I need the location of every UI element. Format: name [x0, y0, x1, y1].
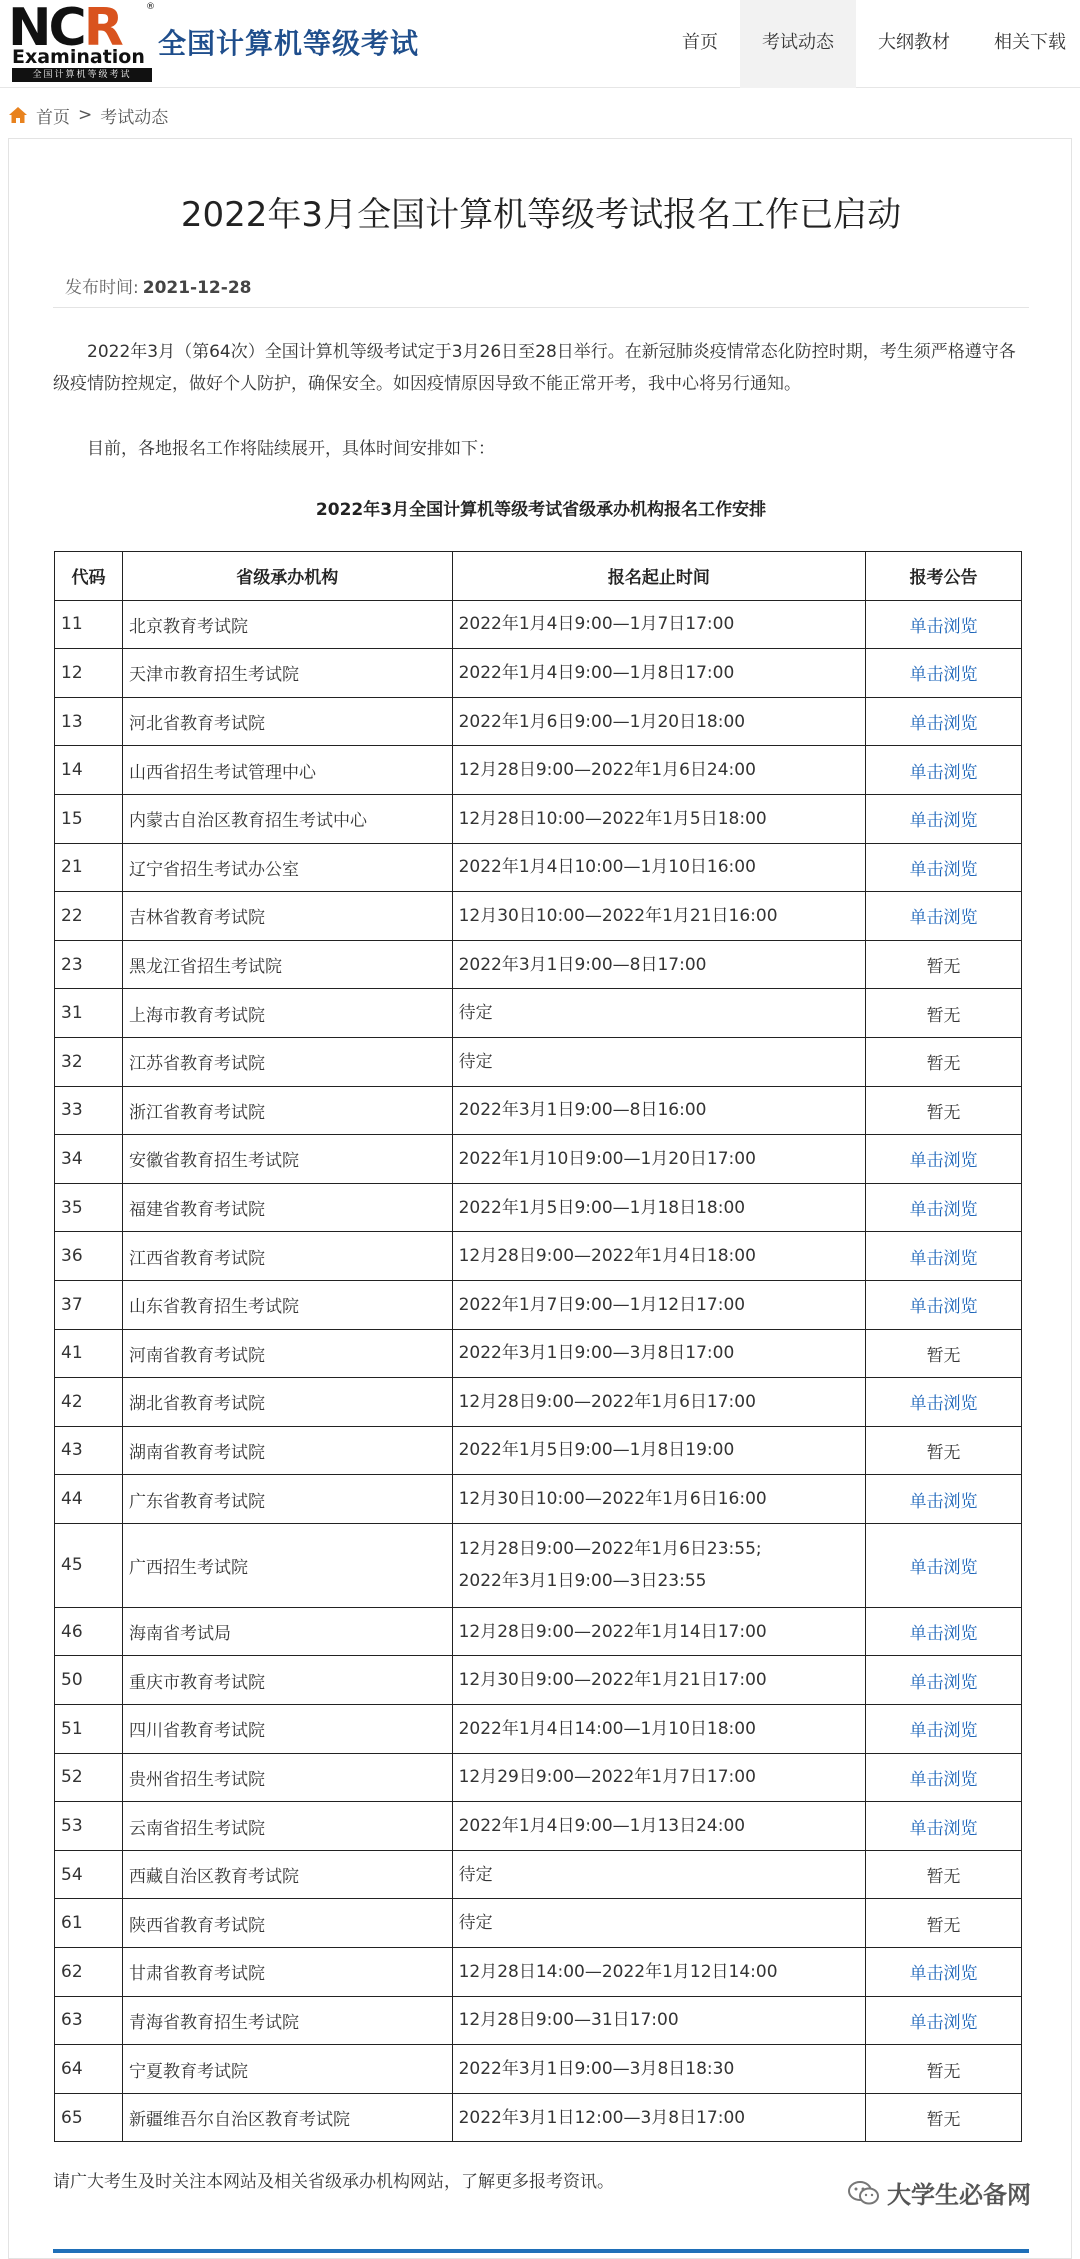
cell-time-line: 12月29日9:00—2022年1月7日17:00	[458, 1767, 756, 1788]
table-row	[55, 794, 1022, 843]
table-row	[55, 697, 1022, 746]
cell-announcement	[866, 989, 1022, 1038]
title-divider	[53, 307, 1029, 308]
site-title[interactable]: 全国计算机等级考试	[158, 27, 420, 60]
no-announcement-text: 暂无	[926, 1867, 961, 1888]
no-announcement-text: 暂无	[926, 957, 961, 978]
breadcrumb	[8, 100, 168, 130]
cell-code: 36	[55, 1232, 123, 1281]
view-announcement-link[interactable]: 单击浏览	[909, 811, 978, 832]
cell-code: 44	[55, 1475, 123, 1524]
cell-time-line: 2022年3月1日9:00—8日17:00	[458, 954, 707, 975]
cell-time-line: 2022年1月4日9:00—1月7日17:00	[458, 614, 735, 635]
table-row	[55, 1899, 1022, 1948]
table-row	[55, 843, 1022, 892]
no-announcement-text: 暂无	[926, 1915, 961, 1936]
publish-label: 发布时间:	[65, 278, 139, 298]
table-row	[55, 1753, 1022, 1802]
cell-code: 52	[55, 1753, 123, 1802]
cell-announcement	[866, 1329, 1022, 1378]
cell-time	[452, 892, 866, 941]
cell-time	[452, 940, 866, 989]
cell-org: 福建省教育考试院	[122, 1183, 452, 1232]
cell-org: 青海省教育招生考试院	[122, 1996, 452, 2045]
cell-org: 辽宁省招生考试办公室	[122, 843, 452, 892]
cell-announcement	[866, 1753, 1022, 1802]
cell-org: 内蒙古自治区教育招生考试中心	[122, 794, 452, 843]
cell-time-line: 待定	[458, 1864, 493, 1885]
cell-time-line: 12月28日10:00—2022年1月5日18:00	[458, 808, 767, 829]
cell-time-line: 2022年1月4日9:00—1月8日17:00	[458, 662, 735, 683]
cell-time-line: 2022年1月4日10:00—1月10日16:00	[458, 857, 756, 878]
table-row	[55, 649, 1022, 698]
cell-code: 62	[55, 1948, 123, 1997]
cell-time-line: 2022年3月1日9:00—8日16:00	[458, 1100, 707, 1121]
cell-time	[452, 1996, 866, 2045]
cell-time	[452, 1135, 866, 1184]
view-announcement-link[interactable]: 单击浏览	[909, 908, 978, 929]
cell-announcement	[866, 1426, 1022, 1475]
view-announcement-link[interactable]: 单击浏览	[909, 1672, 978, 1693]
header-code: 代码	[55, 552, 123, 601]
view-announcement-link[interactable]: 单击浏览	[909, 762, 978, 783]
cell-announcement	[866, 1607, 1022, 1656]
cell-code: 15	[55, 794, 123, 843]
table-body	[55, 600, 1022, 2142]
cell-time-line: 12月28日9:00—2022年1月6日24:00	[458, 760, 756, 781]
view-announcement-link[interactable]: 单击浏览	[909, 1200, 978, 1221]
cell-time	[452, 1899, 866, 1948]
cell-announcement	[866, 843, 1022, 892]
cell-time	[452, 843, 866, 892]
cell-org: 西藏自治区教育考试院	[122, 1850, 452, 1899]
view-announcement-link[interactable]: 单击浏览	[909, 1297, 978, 1318]
table-row	[55, 1475, 1022, 1524]
cell-time-line: 待定	[458, 1913, 493, 1934]
breadcrumb-separator: >	[78, 105, 93, 125]
site-header	[0, 0, 1080, 88]
cell-org: 安徽省教育招生考试院	[122, 1135, 452, 1184]
no-announcement-text: 暂无	[926, 1102, 961, 1123]
cell-announcement	[866, 794, 1022, 843]
no-announcement-text: 暂无	[926, 2110, 961, 2131]
cell-announcement	[866, 1378, 1022, 1427]
cell-time-line: 12月30日10:00—2022年1月6日16:00	[458, 1489, 767, 1510]
table-row	[55, 1135, 1022, 1184]
cell-code: 50	[55, 1656, 123, 1705]
cell-org: 山东省教育招生考试院	[122, 1280, 452, 1329]
nav-item-syllabus[interactable]: 大纲教材	[878, 32, 950, 53]
table-row	[55, 1705, 1022, 1754]
cell-time	[452, 1037, 866, 1086]
nav-item-home[interactable]: 首页	[682, 32, 718, 53]
cell-time-line: 2022年1月6日9:00—1月20日18:00	[458, 711, 746, 732]
table-row	[55, 940, 1022, 989]
cell-time-line: 12月28日9:00—2022年1月6日23:55;	[458, 1539, 762, 1560]
cell-code: 65	[55, 2093, 123, 2142]
cell-org: 吉林省教育考试院	[122, 892, 452, 941]
cell-code: 64	[55, 2045, 123, 2094]
cell-time-line: 12月28日9:00—31日17:00	[458, 2010, 679, 2031]
article-card	[8, 138, 1072, 2259]
main-nav	[660, 0, 1080, 88]
table-row	[55, 892, 1022, 941]
view-announcement-link[interactable]: 单击浏览	[909, 1394, 978, 1415]
cell-time	[452, 1850, 866, 1899]
cell-code: 41	[55, 1329, 123, 1378]
cell-time-line: 12月28日9:00—2022年1月6日17:00	[458, 1391, 756, 1412]
cell-time	[452, 1232, 866, 1281]
cell-announcement	[866, 2045, 1022, 2094]
cell-org: 江苏省教育考试院	[122, 1037, 452, 1086]
cell-time	[452, 1280, 866, 1329]
view-announcement-link[interactable]: 单击浏览	[909, 1151, 978, 1172]
cell-time	[452, 1607, 866, 1656]
cell-org: 湖南省教育考试院	[122, 1426, 452, 1475]
view-announcement-link[interactable]: 单击浏览	[909, 1557, 978, 1578]
cell-org: 浙江省教育考试院	[122, 1086, 452, 1135]
cell-time	[452, 1426, 866, 1475]
cell-time	[452, 1329, 866, 1378]
cell-code: 13	[55, 697, 123, 746]
table-row	[55, 1607, 1022, 1656]
no-announcement-text: 暂无	[926, 1442, 961, 1463]
cell-code: 61	[55, 1899, 123, 1948]
cell-code: 51	[55, 1705, 123, 1754]
table-row	[55, 1802, 1022, 1851]
ncre-logo[interactable]	[8, 0, 155, 82]
cell-org: 重庆市教育考试院	[122, 1656, 452, 1705]
cell-org: 海南省考试局	[122, 1607, 452, 1656]
publish-meta	[65, 273, 251, 298]
table-row	[55, 2093, 1022, 2142]
cell-org: 天津市教育招生考试院	[122, 649, 452, 698]
cell-code: 54	[55, 1850, 123, 1899]
cell-time	[452, 2093, 866, 2142]
cell-code: 43	[55, 1426, 123, 1475]
wechat-watermark	[847, 2175, 1031, 2210]
table-row	[55, 1426, 1022, 1475]
breadcrumb-home-link[interactable]: 首页	[36, 107, 70, 128]
cell-org: 黑龙江省招生考试院	[122, 940, 452, 989]
cell-org: 广东省教育考试院	[122, 1475, 452, 1524]
cell-code: 34	[55, 1135, 123, 1184]
cell-time-line: 2022年1月7日9:00—1月12日17:00	[458, 1294, 746, 1315]
cell-org: 江西省教育考试院	[122, 1232, 452, 1281]
cell-time-line: 待定	[458, 1003, 493, 1024]
cell-org: 山西省招生考试管理中心	[122, 746, 452, 795]
view-announcement-link[interactable]: 单击浏览	[909, 1964, 978, 1985]
cell-time	[452, 1656, 866, 1705]
footer-note: 请广大考生及时关注本网站及相关省级承办机构网站，了解更多报考资讯。	[53, 2172, 614, 2192]
cell-org: 广西招生考试院	[122, 1523, 452, 1607]
table-title: 2022年3月全国计算机等级考试省级承办机构报名工作安排	[315, 500, 767, 520]
cell-time	[452, 2045, 866, 2094]
cell-code: 22	[55, 892, 123, 941]
no-announcement-text: 暂无	[926, 1345, 961, 1366]
table-row	[55, 1329, 1022, 1378]
cell-code: 45	[55, 1523, 123, 1607]
table-row	[55, 746, 1022, 795]
publish-date: 2021-12-28	[142, 278, 252, 298]
cell-org: 湖北省教育考试院	[122, 1378, 452, 1427]
cell-code: 23	[55, 940, 123, 989]
cell-announcement	[866, 892, 1022, 941]
cell-time-line: 2022年3月1日9:00—3日23:55	[458, 1571, 707, 1592]
cell-announcement	[866, 1656, 1022, 1705]
cell-code: 35	[55, 1183, 123, 1232]
table-row	[55, 1037, 1022, 1086]
cell-org: 河南省教育考试院	[122, 1329, 452, 1378]
cell-code: 21	[55, 843, 123, 892]
cell-announcement	[866, 1183, 1022, 1232]
no-announcement-text: 暂无	[926, 1005, 961, 1026]
view-announcement-link[interactable]: 单击浏览	[909, 665, 978, 686]
cell-time	[452, 649, 866, 698]
cell-time-line: 2022年1月5日9:00—1月18日18:00	[458, 1197, 746, 1218]
cell-time-line: 12月28日9:00—2022年1月4日18:00	[458, 1246, 756, 1267]
cell-code: 42	[55, 1378, 123, 1427]
view-announcement-link[interactable]: 单击浏览	[909, 1624, 978, 1645]
cell-code: 33	[55, 1086, 123, 1135]
logo-registered-mark: ®	[146, 2, 155, 12]
cell-time	[452, 1378, 866, 1427]
cell-announcement	[866, 2093, 1022, 2142]
table-row	[55, 1280, 1022, 1329]
cell-time-line: 2022年3月1日12:00—3月8日17:00	[458, 2107, 746, 2128]
view-announcement-link[interactable]: 单击浏览	[909, 859, 978, 880]
cell-org: 陕西省教育考试院	[122, 1899, 452, 1948]
registration-table	[54, 551, 1022, 2142]
watermark-text: 大学生必备网	[887, 2181, 1031, 2209]
cell-code: 32	[55, 1037, 123, 1086]
cell-time-line: 12月30日10:00—2022年1月21日16:00	[458, 905, 778, 926]
view-announcement-link[interactable]: 单击浏览	[909, 616, 978, 637]
cell-time	[452, 1475, 866, 1524]
table-row	[55, 1378, 1022, 1427]
cell-code: 37	[55, 1280, 123, 1329]
cell-time	[452, 1523, 866, 1607]
cell-time-line: 2022年3月1日9:00—3月8日18:30	[458, 2059, 735, 2080]
wechat-icon	[847, 2179, 881, 2207]
cell-org: 贵州省招生考试院	[122, 1753, 452, 1802]
schedule-paragraph: 目前，各地报名工作将陆续展开，具体时间安排如下：	[87, 439, 495, 459]
cell-announcement	[866, 1899, 1022, 1948]
table-row	[55, 1996, 1022, 2045]
table-row	[55, 1656, 1022, 1705]
cell-time-line: 2022年1月5日9:00—1月8日19:00	[458, 1440, 735, 1461]
bottom-accent-bar	[53, 2249, 1029, 2253]
cell-time	[452, 989, 866, 1038]
cell-code: 46	[55, 1607, 123, 1656]
cell-announcement	[866, 1086, 1022, 1135]
cell-time	[452, 1753, 866, 1802]
cell-time-line: 12月28日9:00—2022年1月14日17:00	[458, 1621, 767, 1642]
article-title: 2022年3月全国计算机等级考试报名工作已启动	[180, 195, 902, 235]
table-row	[55, 989, 1022, 1038]
cell-code: 12	[55, 649, 123, 698]
cell-announcement	[866, 1037, 1022, 1086]
cell-announcement	[866, 1996, 1022, 2045]
cell-code: 11	[55, 600, 123, 649]
cell-org: 上海市教育考试院	[122, 989, 452, 1038]
table-row	[55, 1183, 1022, 1232]
cell-time-line: 2022年1月4日9:00—1月13日24:00	[458, 1816, 746, 1837]
view-announcement-link[interactable]: 单击浏览	[909, 1818, 978, 1839]
cell-announcement	[866, 1802, 1022, 1851]
cell-org: 河北省教育考试院	[122, 697, 452, 746]
cell-announcement	[866, 600, 1022, 649]
view-announcement-link[interactable]: 单击浏览	[909, 1721, 978, 1742]
cell-time	[452, 746, 866, 795]
cell-announcement	[866, 940, 1022, 989]
cell-announcement	[866, 1280, 1022, 1329]
cell-announcement	[866, 1475, 1022, 1524]
cell-announcement	[866, 1705, 1022, 1754]
cell-code: 14	[55, 746, 123, 795]
table-row	[55, 2045, 1022, 2094]
cell-time	[452, 1802, 866, 1851]
cell-time	[452, 697, 866, 746]
cell-announcement	[866, 1948, 1022, 1997]
view-announcement-link[interactable]: 单击浏览	[909, 2012, 978, 2033]
cell-code: 31	[55, 989, 123, 1038]
cell-time-line: 12月28日14:00—2022年1月12日14:00	[458, 1961, 778, 1982]
table-row	[55, 1232, 1022, 1281]
cell-time-line: 12月30日9:00—2022年1月21日17:00	[458, 1670, 767, 1691]
cell-time	[452, 1948, 866, 1997]
cell-time-line: 2022年1月10日9:00—1月20日17:00	[458, 1148, 756, 1169]
cell-announcement	[866, 1850, 1022, 1899]
header-org: 省级承办机构	[122, 552, 452, 601]
cell-org: 宁夏教育考试院	[122, 2045, 452, 2094]
breadcrumb-current[interactable]: 考试动态	[100, 107, 169, 128]
cell-org: 甘肃省教育考试院	[122, 1948, 452, 1997]
view-announcement-link[interactable]: 单击浏览	[909, 1769, 978, 1790]
view-announcement-link[interactable]: 单击浏览	[909, 1248, 978, 1269]
no-announcement-text: 暂无	[926, 1054, 961, 1075]
cell-time	[452, 600, 866, 649]
table-row	[55, 1948, 1022, 1997]
cell-org: 新疆维吾尔自治区教育考试院	[122, 2093, 452, 2142]
cell-time	[452, 794, 866, 843]
view-announcement-link[interactable]: 单击浏览	[909, 1491, 978, 1512]
cell-announcement	[866, 649, 1022, 698]
cell-announcement	[866, 1523, 1022, 1607]
cell-time-line: 2022年1月4日14:00—1月10日18:00	[458, 1718, 756, 1739]
intro-paragraph: 2022年3月（第64次）全国计算机等级考试定于3月26日至28日举行。在新冠肺炎疫情常态化防控时期，考生须严格遵守各级疫情防控规定，做好个人防护，确保安全。如因疫情原因导致不能正常开考，我中心将另行通知。	[53, 342, 1016, 394]
table-row	[55, 600, 1022, 649]
cell-time	[452, 1183, 866, 1232]
logo-ncr-text: NCR	[8, 0, 121, 58]
header-announcement: 报考公告	[866, 552, 1022, 601]
cell-time	[452, 1705, 866, 1754]
view-announcement-link[interactable]: 单击浏览	[909, 714, 978, 735]
cell-org: 云南省招生考试院	[122, 1802, 452, 1851]
cell-time-line: 2022年3月1日9:00—3月8日17:00	[458, 1343, 735, 1364]
table-header-row	[55, 552, 1022, 601]
cell-announcement	[866, 746, 1022, 795]
cell-code: 63	[55, 1996, 123, 2045]
cell-time	[452, 1086, 866, 1135]
logo-subtitle: 全国计算机等级考试	[12, 68, 152, 82]
cell-announcement	[866, 697, 1022, 746]
cell-time-line: 待定	[458, 1051, 493, 1072]
table-row	[55, 1850, 1022, 1899]
cell-announcement	[866, 1232, 1022, 1281]
table-row	[55, 1523, 1022, 1607]
cell-announcement	[866, 1135, 1022, 1184]
no-announcement-text: 暂无	[926, 2061, 961, 2082]
cell-code: 53	[55, 1802, 123, 1851]
nav-item-downloads[interactable]: 相关下载	[994, 32, 1066, 53]
nav-item-exam-news[interactable]: 考试动态	[740, 0, 856, 88]
logo-examination-text: Examination	[12, 46, 145, 68]
home-icon	[8, 106, 28, 124]
cell-org: 四川省教育考试院	[122, 1705, 452, 1754]
table-row	[55, 1086, 1022, 1135]
header-time: 报名起止时间	[452, 552, 866, 601]
cell-org: 北京教育考试院	[122, 600, 452, 649]
